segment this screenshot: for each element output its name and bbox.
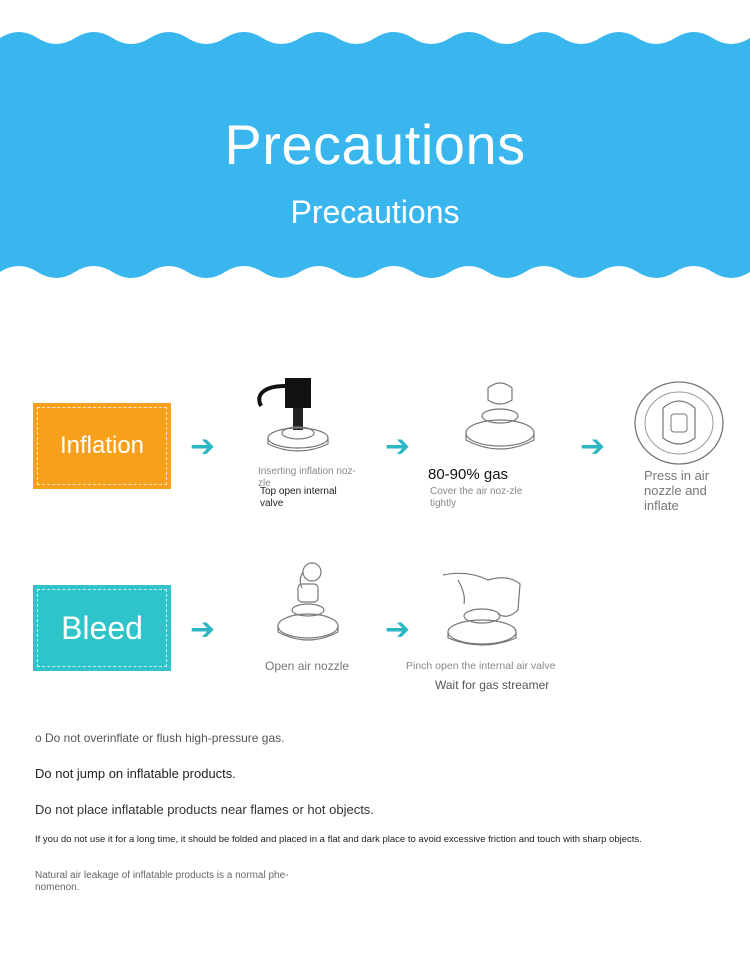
right-arrow-icon: ➔ xyxy=(190,613,216,646)
page-subtitle: Precautions xyxy=(290,194,460,230)
inflation-step1-caption: Inserting inflation noz-zle xyxy=(258,466,356,489)
bleed-step2-caption: Pinch open the internal air valve xyxy=(406,660,556,672)
bleed-tag-label: Bleed xyxy=(61,609,143,646)
inflation-step1-note: Top open internal valve xyxy=(260,486,337,509)
inflation-nozzle-figure xyxy=(255,378,345,458)
inflation-step2-caption: Cover the air noz-zle tightly xyxy=(430,486,523,509)
header-banner xyxy=(0,0,750,300)
precaution-note: If you do not use it for a long time, it should be folded and placed in a flat and dark place to avoid excessive friction and touch with sharp objects. xyxy=(35,834,642,845)
bleed-step2-note: Wait for gas streamer xyxy=(435,678,550,692)
precaution-note: Do not jump on inflatable products. xyxy=(35,766,236,781)
closed-valve-figure xyxy=(460,378,540,458)
press-nozzle-figure xyxy=(633,380,725,466)
inflation-tag-label: Inflation xyxy=(59,432,145,459)
bleed-step1-caption: Open air nozzle xyxy=(265,659,350,673)
precaution-note: o Do not overinflate or flush high-pressure gas. xyxy=(35,731,285,745)
pinch-valve-figure xyxy=(438,570,528,650)
precaution-note: Do not place inflatable products near flames or hot objects. xyxy=(35,802,374,817)
right-arrow-icon: ➔ xyxy=(580,430,606,463)
right-arrow-icon: ➔ xyxy=(385,430,411,463)
precaution-note: Natural air leakage of inflatable products is a normal phe-nomenon. xyxy=(35,870,289,893)
inflation-tag xyxy=(33,403,171,489)
bleed-tag xyxy=(33,585,171,671)
inflation-step3-caption: Press in air nozzle and inflate xyxy=(644,468,710,513)
right-arrow-icon: ➔ xyxy=(190,430,216,463)
right-arrow-icon: ➔ xyxy=(385,613,411,646)
page-title: Precautions xyxy=(224,113,526,176)
inflation-step2-heading: 80-90% gas xyxy=(428,466,509,483)
open-nozzle-figure xyxy=(272,558,342,648)
